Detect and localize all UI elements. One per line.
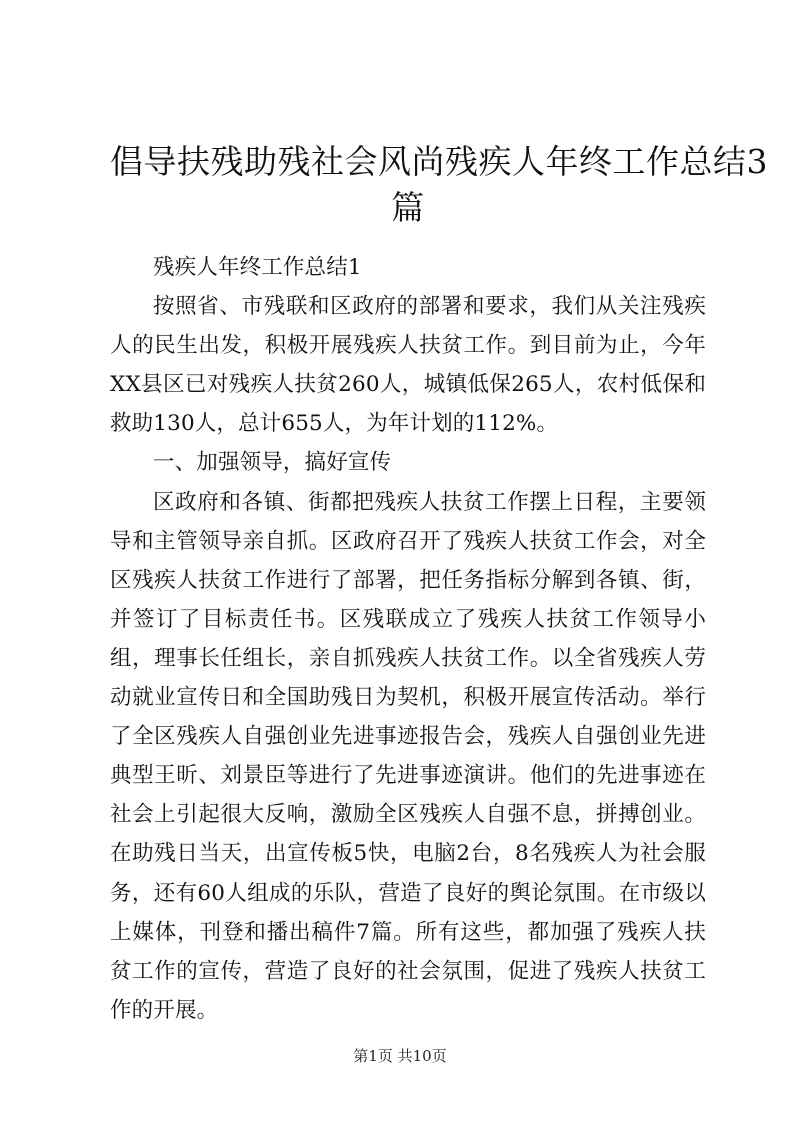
document-body: [110, 248, 706, 1030]
title-line-1: 倡导扶残助残社会风尚残疾人年终工作总结3: [110, 142, 768, 181]
section-heading-leadership: 一、加强领导，搞好宣传: [153, 450, 392, 476]
title-line-2: 篇: [391, 188, 425, 227]
paragraph-intro: 按照省、市残联和区政府的部署和要求，我们从关注残疾人的民生出发，积极开展残疾人扶贫工作。到目前为止，今年XX县区已对残疾人扶贫260人，城镇低保265人，农村低保和救助130人，总计655人，为年计划的112%。: [110, 294, 706, 437]
paragraph-leadership: 区政府和各镇、街都把残疾人扶贫工作摆上日程，主要领导和主管领导亲自抓。区政府召开了残疾人扶贫工作会，对全区残疾人扶贫工作进行了部署，把任务指标分解到各镇、街，并签订了目标责任书。区残联成立了残疾人扶贫工作领导小组，理事长任组长，亲自抓残疾人扶贫工作。以全省残疾人劳动就业宣传日和全国助残日为契机，积极开展宣传活动。举行了全区残疾人自强创业先进事迹报告会，残疾人自强创业先进典型王昕、刘景臣等进行了先进事迹演讲。他们的先进事迹在社会上引起很大反响，激励全区残疾人自强不息，拼搏创业。在助残日当天，出宣传板5快，电脑2台，8名残疾人为社会服务，还有60人组成的乐队，营造了良好的舆论氛围。在市级以上媒体，刊登和播出稿件7篇。所有这些，都加强了残疾人扶贫工作的宣传，营造了良好的社会氛围，促进了残疾人扶贫工作的开展。: [110, 489, 706, 1023]
document-title: [110, 0, 768, 231]
page-footer: 第1页 共10页: [353, 1047, 447, 1065]
section-heading-summary: 残疾人年终工作总结1: [153, 255, 362, 280]
